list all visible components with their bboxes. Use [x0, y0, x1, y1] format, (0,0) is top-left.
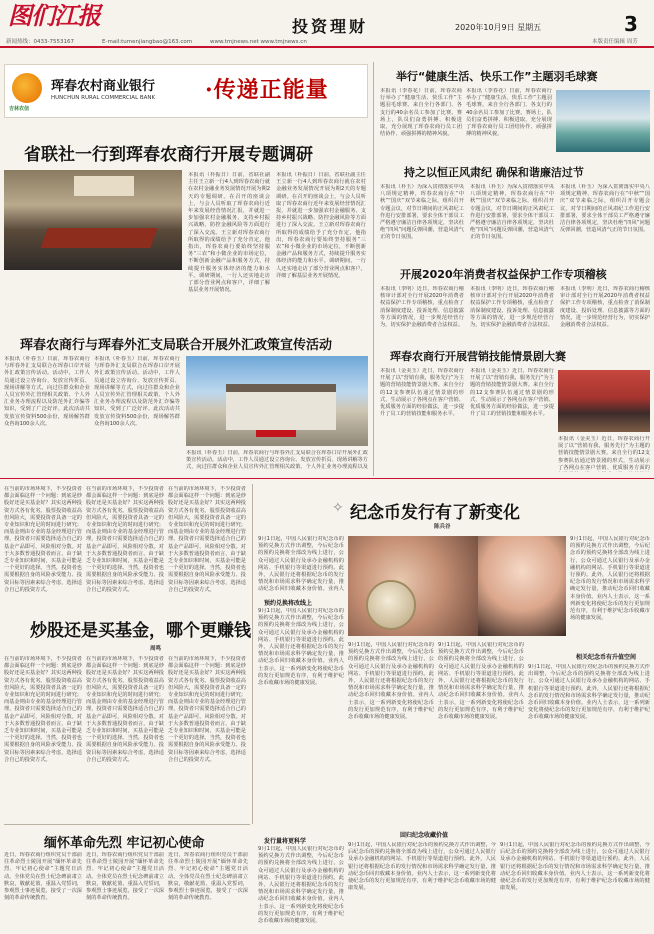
article-forex-body-cont: 本报讯（朴春玉）日前，珲春农商行与珲春外汇支局联合在珲春口岸开展外汇政策宣传活动。活动中，工作人员通过设立咨询台、发放宣传折页、现场讲解等方式，向过往群众和企业人员宣传外汇管理相关政策、个人外汇业务办理流程以及防范外汇诈骗等知识，受到了广泛好评。此次活动共发放宣传资料500余份，现场解答群众咨询100余人次。: [94, 356, 180, 427]
article-coin-body-cont: 9月1日起，中国人民银行对纪念币的预约兑换方式作出调整，今后纪念币的预约兑换将全部改为线上进行，公众可通过人民银行及承办金融机构的网站、手机银行等渠道进行预约。此外，人民银行还将根据纪念币的发行情况和市场需求科学确定发行量，推动纪念币回归收藏本身价值。业内人士表示，这一系列新变化将使纪念币的发行更加规范有序，有利于维护纪念币收藏市场的健康发展。: [348, 642, 434, 721]
editor-credit: 本版责任编辑 周芳: [592, 39, 638, 45]
border-checkpoint-photo: [186, 356, 368, 446]
bank-name: 珲春农村商业银行: [51, 79, 156, 94]
article-fund-body-top2: 在当前的市场环境下，不少投资者都会面临这样一个问题：到底是炒股好还是买基金好？其实这两种投资方式各有优劣。股票投资收益高但风险大，需要投资者具备一定的专业知识和充足的时间进行研究；而基金则由专业的基金经理进行管理，投资者只需要选择适合自己的基金产品即可，风险相对分散。对于大多数普通投资者而言，由于缺乏专业知识和时间，买基金可能是一个更好的选择。当然，投资者也需要根据自身的风险承受能力、投资目标等因素来综合考虑，选择适合自己的投资方式。: [86, 486, 164, 593]
issue-date: 2020年10月9日 星期五: [455, 23, 542, 32]
byline-coin: 陈兵谷: [434, 524, 451, 530]
article-revolution-body-end: 近日，珲春农商行组织党员干部前往革命烈士陵园开展“缅怀革命先烈、牢记初心使命”主题党日活动。全体党员在烈士纪念碑前肃立默哀，敬献花篮，重温入党誓词，参观烈士事迹展览，接受了一次深刻的革命传统教育。: [168, 852, 248, 902]
article-audit-body-end: 本报讯（李明）近日，珲春农商行稽核审计部对全行开展2020年消费者权益保护工作专项稽核，重点检查了消保制度建设、投诉处理、信息披露等方面的情况，进一步规范经营行为，切实保护金融消费者合法权益。: [560, 286, 650, 329]
headline-audit: 开展2020年消费者权益保护工作专项稽核: [400, 268, 607, 281]
badminton-photo: [556, 90, 650, 152]
section-title: 投资理财: [291, 17, 368, 36]
headline-badminton: 举行“健康生活、快乐工作”主题羽毛球赛: [396, 70, 598, 83]
page-number: 3: [624, 12, 638, 36]
article-coin-body-cont2: 9月1日起，中国人民银行对纪念币的预约兑换方式作出调整，今后纪念币的预约兑换将全部改为线上进行，公众可通过人民银行及承办金融机构的网站、手机银行等渠道进行预约。此外，人民银行还将根据纪念币的发行情况和市场需求科学确定发行量，推动纪念币回归收藏本身价值。业内人士表示，这一系列新变化将使纪念币的发行更加规范有序，有利于维护纪念币收藏市场的健康发展。: [438, 642, 524, 721]
divider: [4, 824, 250, 825]
article-integrity-body-end: 本报讯（朴玉）为深入贯彻落实中央八项规定精神，珲春农商行在“中秋”“国庆”双节来临之际，组织召开专题会议，对节日期间的正风肃纪工作进行安排部署，要求全体干部员工严格遵守廉洁自律各项规定，坚决杜绝“四风”问题反弹回潮，营造风清气正的节日氛围。: [560, 184, 650, 234]
article-fund-body: 在当前的市场环境下，不少投资者都会面临这样一个问题：到底是炒股好还是买基金好？其实这两种投资方式各有优劣。股票投资收益高但风险大，需要投资者具备一定的专业知识和充足的时间进行研究；而基金则由专业的基金经理进行管理，投资者只需要选择适合自己的基金产品即可，风险相对分散。对于大多数普通投资者而言，由于缺乏专业知识和时间，买基金可能是一个更好的选择。当然，投资者也需要根据自身的风险承受能力、投资目标等因素来综合考虑，选择适合自己的投资方式。: [4, 656, 82, 763]
article-audit-body-cont: 本报讯（李明）近日，珲春农商行稽核审计部对全行开展2020年消费者权益保护工作专项稽核，重点检查了消保制度建设、投诉处理、信息披露等方面的情况，进一步规范经营行为，切实保护金融消费者合法权益。: [470, 286, 554, 329]
article-contest-body-cont: 本报讯（金美玉）近日，珲春农商行开展了以“营销有我，服务先行”为主题的营销技能情景剧大赛。来自全行的12支参赛队伍通过情景剧的形式，生动展示了各网点在客户营销、优质服务方面的经验做法，进一步提升了员工的营销技能和服务水平。: [470, 368, 554, 418]
masthead: [0, 0, 654, 46]
article-badminton-body: 本报讯（李春花）日前，珲春农商行举办了“健康生活、快乐工作”主题羽毛球赛。来自全行各部门、各支行的40余名员工参加了比赛。赛场上，队员们奋勇拼搏、积极进取，充分展现了珲春农商行员工团结协作、顽强拼搏的精神风貌。: [380, 88, 462, 138]
contact-email: E-mail:tumenjiangbao@163.com: [102, 39, 193, 45]
coin-headline-deco: ✧: [332, 500, 344, 516]
bank-banner: [4, 64, 368, 118]
article-badminton-body-cont: 本报讯（李春花）日前，珲春农商行举办了“健康生活、快乐工作”主题羽毛球赛。来自全行各部门、各支行的40余名员工参加了比赛。赛场上，队员们奋勇拼搏、积极进取，充分展现了珲春农商行员工团结协作、顽强拼搏的精神风貌。: [466, 88, 552, 138]
bank-slogan: ·传递正能量: [205, 77, 329, 103]
article-fund-body-top: 在当前的市场环境下，不少投资者都会面临这样一个问题：到底是炒股好还是买基金好？其实这两种投资方式各有优劣。股票投资收益高但风险大，需要投资者具备一定的专业知识和充足的时间进行研究；而基金则由专业的基金经理进行管理，投资者只需要选择适合自己的基金产品即可，风险相对分散。对于大多数普通投资者而言，由于缺乏专业知识和时间，买基金可能是一个更好的选择。当然，投资者也需要根据自身的风险承受能力、投资目标等因素来综合考虑，选择适合自己的投资方式。: [4, 486, 82, 593]
contact-bar: [0, 38, 654, 48]
contest-photo: [558, 370, 650, 432]
article-audit-body: 本报讯（李明）近日，珲春农商行稽核审计部对全行开展2020年消费者权益保护工作专项稽核，重点检查了消保制度建设、投诉处理、信息披露等方面的情况，进一步规范经营行为，切实保护金融消费者合法权益。: [380, 286, 464, 329]
article-coin-body: 9月1日起，中国人民银行对纪念币的预约兑换方式作出调整，今后纪念币的预约兑换将全部改为线上进行，公众可通过人民银行及承办金融机构的网站、手机银行等渠道进行预约。此外，人民银行还将根据纪念币的发行情况和市场需求科学确定发行量，推动纪念币回归收藏本身价值。业内人士表示，这一系列新变化将使纪念币的发行更加规范有序，有利于维护纪念币收藏市场的健康发展。: [258, 608, 344, 687]
article-forex-body: 本报讯（朴春玉）日前，珲春农商行与珲春外汇支局联合在珲春口岸开展外汇政策宣传活动。活动中，工作人员通过设立咨询台、发放宣传折页、现场讲解等方式，向过往群众和企业人员宣传外汇管理相关政策、个人外汇业务办理流程以及防范外汇诈骗等知识，受到了广泛好评。此次活动共发放宣传资料500余份，现场解答群众咨询100余人次。: [4, 356, 90, 427]
contact-phone: 新闻热线：0433-7553167: [6, 39, 74, 45]
coin-hand-photo: [348, 536, 478, 636]
article-coin-right: 9月1日起，中国人民银行对纪念币的预约兑换方式作出调整，今后纪念币的预约兑换将全部改为线上进行，公众可通过人民银行及承办金融机构的网站、手机银行等渠道进行预约。此外，人民银行还将根据纪念币的发行情况和市场需求科学确定发行量，推动纪念币回归收藏本身价值。业内人士表示，这一系列新变化将使纪念币的发行更加规范有序，有利于维护纪念币收藏市场的健康发展。: [570, 536, 650, 622]
article-fund-body-end: 在当前的市场环境下，不少投资者都会面临这样一个问题：到底是炒股好还是买基金好？其实这两种投资方式各有优劣。股票投资收益高但风险大，需要投资者具备一定的专业知识和充足的时间进行研究；而基金则由专业的基金经理进行管理，投资者只需要选择适合自己的基金产品即可，风险相对分散。对于大多数普通投资者而言，由于缺乏专业知识和时间，买基金可能是一个更好的选择。当然，投资者也需要根据自身的风险承受能力、投资目标等因素来综合考虑，选择适合自己的投资方式。: [168, 656, 246, 763]
article-contest-body: 本报讯（金美玉）近日，珲春农商行开展了以“营销有我，服务先行”为主题的营销技能情景剧大赛。来自全行的12支参赛队伍通过情景剧的形式，生动展示了各网点在客户营销、优质服务方面的经验做法，进一步提升了员工的营销技能和服务水平。: [380, 368, 464, 418]
article-forex-caption: 本报讯（朴春玉）日前，珲春农商行与珲春外汇支局联合在珲春口岸开展外汇政策宣传活动。活动中，工作人员通过设立咨询台、发放宣传折页、现场讲解等方式，向过往群众和企业人员宣传外汇管理相关政策、个人外汇业务办理流程以及: [186, 450, 368, 470]
subhead-online: 预约兑换将改线上: [264, 600, 313, 607]
article-integrity-body: 本报讯（朴玉）为深入贯彻落实中央八项规定精神，珲春农商行在“中秋”“国庆”双节来临之际，组织召开专题会议，对节日期间的正风肃纪工作进行安排部署，要求全体干部员工严格遵守廉洁自律各项规定，坚决杜绝“四风”问题反弹回潮，营造风清气正的节日氛围。: [380, 184, 464, 241]
newspaper-logo: 图们江报: [8, 1, 100, 30]
article-revolution-body-cont: 近日，珲春农商行组织党员干部前往革命烈士陵园开展“缅怀革命先烈、牢记初心使命”主题党日活动。全体党员在烈士纪念碑前肃立默哀，敬献花篮，重温入党誓词，参观烈士事迹展览，接受了一次深刻的革命传统教育。: [86, 852, 164, 902]
article-contest-body-end: 本报讯（金美玉）近日，珲春农商行开展了以“营销有我，服务先行”为主题的营销技能情景剧大赛。来自全行的12支参赛队伍通过情景剧的形式，生动展示了各网点在客户营销、优质服务方面的: [558, 436, 650, 471]
article-research-body-cont: 本报讯（朴振日）日前，省联社副主任王立新一行4人到珲春农商行就在农村金融业务发展情况开展为期2天的专题调研。在召开的座谈会上，与会人员听取了珲春农商行近年来发展经营情况汇报，并就进一步加强农村金融服务、支持乡村振兴战略、防控金融风险等方面进行了深入交流。王立新对珲春农商行所取得的成绩给予了充分肯定，他指出，珲春农商行要始终坚持服务“三农”和小微企业的市场定位，不断创新金融产品和服务方式，持续提升服务实体经济的能力和水平。调研期间，一行人还实地走访了部分营业网点和客户，详细了解基层业务开展情况。: [276, 172, 366, 279]
article-coin-body-end: 9月1日起，中国人民银行对纪念币的预约兑换方式作出调整，今后纪念币的预约兑换将全部改为线上进行，公众可通过人民银行及承办金融机构的网站、手机银行等渠道进行预约。此外，人民银行还将根据纪念币的发行情况和市场需求科学确定发行量，推动纪念币回归收藏本身价值。业内人士表示，这一系列新变化将使纪念币的发行更加规范有序，有利于维护纪念币收藏市场的健康发展。: [528, 664, 650, 721]
bank-name-en: HUNCHUN RURAL COMMERCIAL BANK: [51, 95, 156, 101]
headline-contest: 珲春农商行开展营销技能情景剧大赛: [390, 350, 566, 363]
article-coin-intro: 9月1日起，中国人民银行对纪念币的预约兑换方式作出调整，今后纪念币的预约兑换将全部改为线上进行，公众可通过人民银行及承办金融机构的网站、手机银行等渠道进行预约。此外，人民银行还将根据纪念币的发行情况和市场需求科学确定发行量，推动纪念币回归收藏本身价值。业内人: [258, 536, 344, 592]
headline-research: 省联社一行到珲春农商行开展专题调研: [24, 145, 313, 165]
contact-web: www.tmjnews.net www.tmjnews.cn: [210, 39, 307, 45]
subhead-volume: 发行量将更科学: [264, 838, 307, 845]
column-divider: [373, 62, 374, 476]
headline-coin: 纪念币发行有了新变化: [350, 503, 520, 523]
section-divider: [0, 478, 654, 479]
headline-revolution: 缅怀革命先烈 牢记初心使命: [44, 836, 205, 851]
article-fund-body-cont: 在当前的市场环境下，不少投资者都会面临这样一个问题：到底是炒股好还是买基金好？其实这两种投资方式各有优劣。股票投资收益高但风险大，需要投资者具备一定的专业知识和充足的时间进行研究；而基金则由专业的基金经理进行管理，投资者只需要选择适合自己的基金产品即可，风险相对分散。对于大多数普通投资者而言，由于缺乏专业知识和时间，买基金可能是一个更好的选择。当然，投资者也需要根据自身的风险承受能力、投资目标等因素来综合考虑，选择适合自己的投资方式。: [86, 656, 164, 763]
meeting-photo: [4, 170, 182, 270]
article-coin-tail2: 9月1日起，中国人民银行对纪念币的预约兑换方式作出调整，今后纪念币的预约兑换将全部改为线上进行，公众可通过人民银行及承办金融机构的网站、手机银行等渠道进行预约。此外，人民银行还将根据纪念币的发行情况和市场需求科学确定发行量，推动纪念币回归收藏本身价值。业内人士表示，这一系列新变化将使纪念币的发行更加规范有序，有利于维护纪念币收藏市场的健康发展。: [348, 842, 496, 892]
bank-logo-label: 吉林农信: [9, 106, 30, 112]
subhead-collection: 回归纪念收藏价值: [400, 832, 449, 839]
headline-fund: 炒股还是买基金，哪个更赚钱: [30, 621, 251, 641]
byline-fund: 周鸣: [150, 646, 162, 652]
article-research-body: 本报讯（朴振日）日前，省联社副主任王立新一行4人到珲春农商行就在农村金融业务发展情况开展为期2天的专题调研。在召开的座谈会上，与会人员听取了珲春农商行近年来发展经营情况汇报，并就进一步加强农村金融服务、支持乡村振兴战略、防控金融风险等方面进行了深入交流。王立新对珲春农商行所取得的成绩给予了充分肯定，他指出，珲春农商行要始终坚持服务“三农”和小微企业的市场定位，不断创新金融产品和服务方式，持续提升服务实体经济的能力和水平。调研期间，一行人还实地走访了部分营业网点和客户，详细了解基层业务开展情况。: [188, 172, 270, 294]
headline-integrity: 持之以恒正风肃纪 确保和谐廉洁过节: [404, 166, 584, 179]
bank-logo-icon: [12, 73, 42, 103]
article-integrity-body-cont: 本报讯（朴玉）为深入贯彻落实中央八项规定精神，珲春农商行在“中秋”“国庆”双节来临之际，组织召开专题会议，对节日期间的正风肃纪工作进行安排部署，要求全体干部员工严格遵守廉洁自律各项规定，坚决杜绝“四风”问题反弹回潮，营造风清气正的节日氛围。: [470, 184, 554, 241]
article-fund-body-top3: 在当前的市场环境下，不少投资者都会面临这样一个问题：到底是炒股好还是买基金好？其实这两种投资方式各有优劣。股票投资收益高但风险大，需要投资者具备一定的专业知识和充足的时间进行研究；而基金则由专业的基金经理进行管理，投资者只需要选择适合自己的基金产品即可，风险相对分散。对于大多数普通投资者而言，由于缺乏专业知识和时间，买基金可能是一个更好的选择。当然，投资者也需要根据自身的风险承受能力、投资目标等因素来综合考虑，选择适合自己的投资方式。: [168, 486, 246, 593]
article-coin-tail3: 9月1日起，中国人民银行对纪念币的预约兑换方式作出调整，今后纪念币的预约兑换将全部改为线上进行，公众可通过人民银行及承办金融机构的网站、手机银行等渠道进行预约。此外，人民银行还将根据纪念币的发行情况和市场需求科学确定发行量，推动纪念币回归收藏本身价值。业内人士表示，这一系列新变化将使纪念币的发行更加规范有序，有利于维护纪念币收藏市场的健康发展。: [500, 842, 650, 892]
article-coin-tail: 9月1日起，中国人民银行对纪念币的预约兑换方式作出调整，今后纪念币的预约兑换将全部改为线上进行，公众可通过人民银行及承办金融机构的网站、手机银行等渠道进行预约。此外，人民银行还将根据纪念币的发行情况和市场需求科学确定发行量，推动纪念币回归收藏本身价值。业内人士表示，这一系列新变化将使纪念币的发行更加规范有序，有利于维护纪念币收藏市场的健康发展。: [258, 846, 344, 925]
article-revolution-body: 近日，珲春农商行组织党员干部前往革命烈士陵园开展“缅怀革命先烈、牢记初心使命”主题党日活动。全体党员在烈士纪念碑前肃立默哀，敬献花篮，重温入党誓词，参观烈士事迹展览，接受了一次深刻的革命传统教育。: [4, 852, 82, 902]
coin-woman-photo: [478, 536, 566, 636]
column-divider: [252, 484, 253, 824]
headline-forex: 珲春农商行与珲春外汇支局联合开展外汇政策宣传活动: [20, 338, 333, 353]
subhead-value: 相关纪念币有升值空间: [576, 654, 637, 661]
